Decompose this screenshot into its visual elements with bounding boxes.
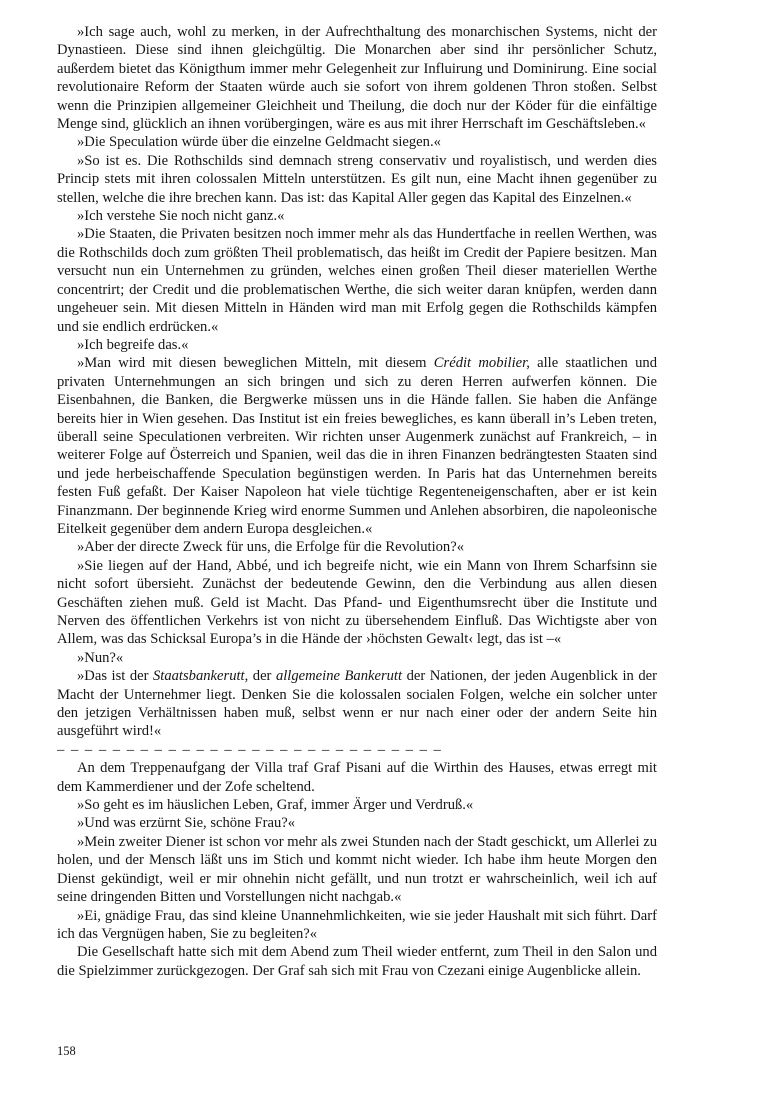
italic-text-run: Crédit mobilier, bbox=[433, 355, 530, 372]
paragraph bbox=[57, 152, 657, 207]
text-run: der Nationen, der jeden Augenblick in der Macht der Unternehmer liegt. Denken Sie die kolossalen socialen Folgen, welche ein solcher unter den jetzigen Verhältnissen haben muß, selbst wenn er nur nach einer oder der andern Seite hin ausgeführt wird!« bbox=[57, 668, 657, 740]
paragraph bbox=[57, 133, 657, 151]
paragraph bbox=[57, 943, 657, 980]
text-run: »Mein zweiter Diener ist schon vor mehr als zwei Stunden nach der Stadt geschickt, um Allerlei zu holen, und der Mensch läßt uns im Stich und kommt nicht wieder. Ich habe ihm heute Morgen den Dienst gekündigt, weil er mir ohnehin nicht gefällt, und nun trotzt er wahrscheinlich, weil ich auf seine dringenden Bitten und Vorstellungen nicht nachgab.« bbox=[57, 833, 657, 906]
text-run: »Ei, gnädige Frau, das sind kleine Unannehmlichkeiten, wie sie jeder Haushalt mit sich führt. Darf ich das Vergnügen haben, Sie zu begleiten?« bbox=[57, 907, 657, 942]
text-run: »Die Staaten, die Privaten besitzen noch immer mehr als das Hundertfache in reellen Werthen, was die Rothschilds doch zum größten Theil problematisch, das heißt im Credit der Papiere besitzen. Man versucht nun ein Unternehmen zu gründen, welches einen großen Theil dieser materiellen Werthe concentrirt; der Credit und die problematischen Werthe, die sich weiter daran knüpfen, werden dann ungeheuer sein. Mit diesen Mitteln in Händen wird man mit Erfolg gegen die Rothschilds kämpfen und sie endlich erdrücken.« bbox=[57, 226, 657, 335]
separator-line: – – – – – – – – – – – – – – – – – – – – – – – – – – – – bbox=[57, 741, 443, 758]
text-run: »So geht es im häuslichen Leben, Graf, immer Ärger und Verdruß.« bbox=[77, 797, 474, 814]
paragraph bbox=[57, 814, 657, 832]
paragraph bbox=[57, 538, 657, 556]
paragraph bbox=[57, 667, 657, 741]
text-run: An dem Treppenaufgang der Villa traf Graf Pisani auf die Wirthin des Hauses, etwas erregt mit dem Kammerdiener und der Zofe scheltend. bbox=[57, 760, 657, 795]
paragraph bbox=[57, 833, 657, 907]
text-run: »Aber der directe Zweck für uns, die Erfolge für die Revolution?« bbox=[77, 539, 464, 556]
text-run: Die Gesellschaft hatte sich mit dem Abend zum Theil wieder entfernt, zum Theil in den Salon und die Spielzimmer zurückgezogen. Der Graf sah sich mit Frau von Czezani einige Augenblicke allein. bbox=[57, 944, 657, 979]
text-run: »So ist es. Die Rothschilds sind demnach streng conservativ und royalistisch, und werden dies Princip stets mit ihren colossalen Mitteln unterstützen. Es gilt nun, eine Macht ihnen gegenüber zu stellen, welche die ihre brechen kann. Das ist: das Kapital Aller gegen das Kapital des Einzelnen.« bbox=[57, 152, 657, 206]
paragraph bbox=[57, 907, 657, 944]
text-run: »Ich verstehe Sie noch nicht ganz.« bbox=[77, 208, 285, 225]
paragraph bbox=[57, 649, 657, 667]
paragraph bbox=[57, 557, 657, 649]
paragraph bbox=[57, 23, 657, 133]
paragraph bbox=[57, 225, 657, 335]
italic-text-run: Staatsbankerutt bbox=[152, 668, 245, 685]
text-run: »Nun?« bbox=[77, 649, 124, 666]
text-run: »Und was erzürnt Sie, schöne Frau?« bbox=[77, 815, 296, 832]
text-run: »Das ist der bbox=[77, 668, 153, 685]
text-run: , der bbox=[244, 668, 276, 685]
page-number: 158 bbox=[57, 1044, 76, 1058]
paragraph bbox=[57, 336, 657, 354]
paragraph bbox=[57, 796, 657, 814]
text-run: alle staatlichen und privaten Unternehmungen an sich bringen und sich zu deren Herren aufwerfen können. Die Eisenbahnen, die Banken, die Bergwerke müssen uns in die Hände fallen. Sie haben die Anfänge bereits hier in Wien gesehen. Das Institut ist ein freies bewegliches, es kann überall in’s Leben treten, überall seine Speculationen verbreiten. Wir richten unser Augenmerk zunächst auf Frankreich, – in weiterer Folge auf Österreich und Spanien, weil das die in ihren Finanzen bedrängtesten Staaten sind und jede herbeischaffende Speculation begünstigen werden. In Paris hat das Unternehmen bereits festen Fuß gefaßt. Der Kaiser Napoleon hat viele tüchtige Regenteneigenschaften, aber er ist kein Finanzmann. Der beginnende Krieg wird enorme Summen und Anlehen absorbiren, die napoleonische Eitelkeit gegenüber dem andern Europa desgleichen.« bbox=[57, 355, 657, 537]
paragraph bbox=[57, 207, 657, 225]
page-text bbox=[57, 23, 657, 980]
paragraph bbox=[57, 759, 657, 796]
text-run: »Sie liegen auf der Hand, Abbé, und ich begreife nicht, wie ein Mann von Ihrem Scharfsinn sie nicht sofort übersieht. Zunächst der bedeutende Gewinn, den die Verbindung aus allen diesen Geschäften ziehen muß. Geld ist Macht. Das Pfand- und Eigenthumsrecht über die Institute und Nerven des öffentlichen Verkehrs ist von nicht zu übersehendem Einfluß. Das Wichtigste aber von Allem, was das Schicksal Europa’s in die Hände der ›höchsten Gewalt‹ legt, das ist –« bbox=[57, 557, 657, 648]
text-run: »Die Speculation würde über die einzelne Geldmacht siegen.« bbox=[77, 134, 441, 151]
text-run: »Man wird mit diesen beweglichen Mitteln, mit diesem bbox=[77, 355, 434, 372]
italic-text-run: allgemeine Bankerutt bbox=[275, 668, 403, 685]
text-run: »Ich begreife das.« bbox=[77, 336, 189, 353]
paragraph bbox=[57, 354, 657, 538]
text-run: »Ich sage auch, wohl zu merken, in der Aufrechthaltung des monarchischen Systems, nicht der Dynastieen. Diese sind ihnen gleichgültig. Die Monarchen aber sind ihr persönlicher Schutz, außerdem bietet das Königthum immer mehr Gelegenheit zur Influirung und Dominirung. Eine social revolutionaire Reform der Staaten würde auch sie sofort von ihrem goldenen Thron stoßen. Selbst wenn die Prinzipien allgemeiner Gleichheit und Theilung, die doch nur der Köder für die einfältige Menge sind, glücklich an ihnen vorübergingen, wäre es aus mit ihrer Herrschaft im Geschäftsleben.« bbox=[57, 24, 657, 133]
